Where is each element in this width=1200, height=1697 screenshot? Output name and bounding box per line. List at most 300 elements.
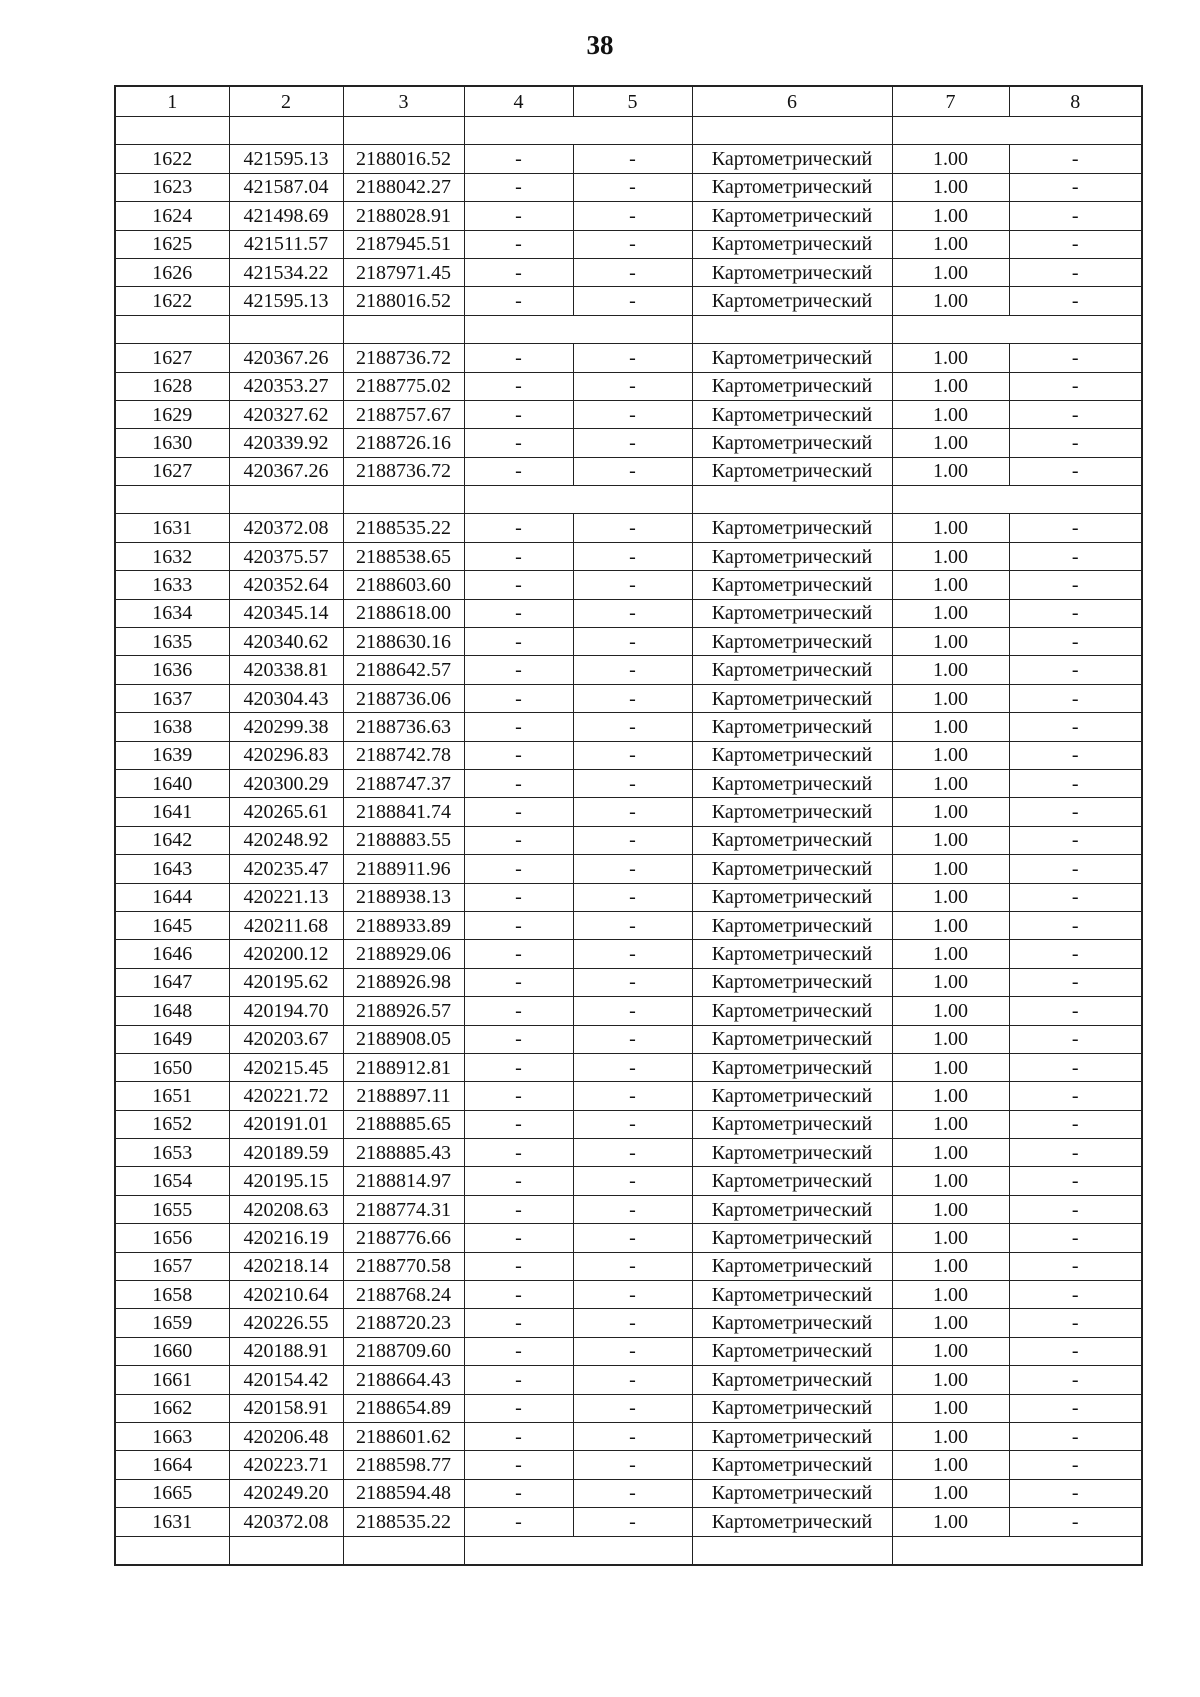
x-coordinate-cell: 420158.91 [229, 1394, 343, 1422]
point-number-cell: 1622 [115, 287, 229, 315]
col5-cell: - [573, 769, 692, 797]
method-cell: Картометрический [692, 457, 892, 485]
table-row [115, 145, 1142, 173]
table-row [115, 656, 1142, 684]
col4-cell: - [464, 400, 573, 428]
col5-cell: - [573, 940, 692, 968]
point-number-cell: 1631 [115, 1508, 229, 1536]
table-row [115, 429, 1142, 457]
col4-cell: - [464, 1025, 573, 1053]
point-number-cell: 1663 [115, 1422, 229, 1450]
point-number-cell: 1634 [115, 599, 229, 627]
point-number-cell: 1636 [115, 656, 229, 684]
col8-cell: - [1009, 1281, 1142, 1309]
y-coordinate-cell: 2188911.96 [343, 855, 464, 883]
method-cell: Картометрический [692, 514, 892, 542]
point-number-cell: 1628 [115, 372, 229, 400]
col5-cell: - [573, 457, 692, 485]
table-row [115, 1139, 1142, 1167]
col4-cell: - [464, 1195, 573, 1223]
separator-row [115, 315, 1142, 343]
accuracy-cell: 1.00 [892, 1479, 1009, 1507]
method-cell: Картометрический [692, 1139, 892, 1167]
point-number-cell: 1651 [115, 1082, 229, 1110]
accuracy-cell: 1.00 [892, 542, 1009, 570]
col5-cell: - [573, 826, 692, 854]
accuracy-cell: 1.00 [892, 968, 1009, 996]
x-coordinate-cell: 420339.92 [229, 429, 343, 457]
method-cell: Картометрический [692, 1309, 892, 1337]
col5-cell: - [573, 400, 692, 428]
method-cell: Картометрический [692, 1110, 892, 1138]
col4-cell: - [464, 344, 573, 372]
col5-cell: - [573, 1082, 692, 1110]
accuracy-cell: 1.00 [892, 1110, 1009, 1138]
col5-cell: - [573, 599, 692, 627]
col4-cell: - [464, 628, 573, 656]
col5-cell: - [573, 258, 692, 286]
point-number-cell: 1659 [115, 1309, 229, 1337]
column-header: 8 [1009, 86, 1142, 117]
accuracy-cell: 1.00 [892, 1053, 1009, 1081]
col5-cell: - [573, 656, 692, 684]
point-number-cell: 1637 [115, 684, 229, 712]
col8-cell: - [1009, 628, 1142, 656]
table-row [115, 1508, 1142, 1536]
page-number: 38 [586, 30, 614, 60]
accuracy-cell: 1.00 [892, 372, 1009, 400]
blank-cell [464, 486, 692, 514]
table-row [115, 968, 1142, 996]
blank-cell [464, 315, 692, 343]
col4-cell: - [464, 230, 573, 258]
col8-cell: - [1009, 855, 1142, 883]
accuracy-cell: 1.00 [892, 1309, 1009, 1337]
method-cell: Картометрический [692, 1053, 892, 1081]
blank-cell [343, 315, 464, 343]
point-number-cell: 1645 [115, 911, 229, 939]
accuracy-cell: 1.00 [892, 656, 1009, 684]
col5-cell: - [573, 1366, 692, 1394]
col5-cell: - [573, 1479, 692, 1507]
method-cell: Картометрический [692, 997, 892, 1025]
col8-cell: - [1009, 1479, 1142, 1507]
point-number-cell: 1664 [115, 1451, 229, 1479]
col4-cell: - [464, 1110, 573, 1138]
col4-cell: - [464, 287, 573, 315]
col8-cell: - [1009, 1139, 1142, 1167]
y-coordinate-cell: 2188736.72 [343, 344, 464, 372]
point-number-cell: 1625 [115, 230, 229, 258]
x-coordinate-cell: 420372.08 [229, 1508, 343, 1536]
table-row [115, 173, 1142, 201]
col4-cell: - [464, 571, 573, 599]
y-coordinate-cell: 2188601.62 [343, 1422, 464, 1450]
method-cell: Картометрический [692, 628, 892, 656]
col5-cell: - [573, 145, 692, 173]
table-row [115, 287, 1142, 315]
blank-cell [692, 315, 892, 343]
y-coordinate-cell: 2188912.81 [343, 1053, 464, 1081]
point-number-cell: 1650 [115, 1053, 229, 1081]
y-coordinate-cell: 2188618.00 [343, 599, 464, 627]
x-coordinate-cell: 420367.26 [229, 344, 343, 372]
method-cell: Картометрический [692, 826, 892, 854]
accuracy-cell: 1.00 [892, 1394, 1009, 1422]
col4-cell: - [464, 684, 573, 712]
x-coordinate-cell: 421511.57 [229, 230, 343, 258]
col5-cell: - [573, 883, 692, 911]
col5-cell: - [573, 230, 692, 258]
point-number-cell: 1657 [115, 1252, 229, 1280]
blank-cell [892, 315, 1142, 343]
col4-cell: - [464, 1053, 573, 1081]
col4-cell: - [464, 202, 573, 230]
col4-cell: - [464, 1082, 573, 1110]
y-coordinate-cell: 2187945.51 [343, 230, 464, 258]
col5-cell: - [573, 1337, 692, 1365]
point-number-cell: 1629 [115, 400, 229, 428]
method-cell: Картометрический [692, 1252, 892, 1280]
point-number-cell: 1655 [115, 1195, 229, 1223]
col8-cell: - [1009, 287, 1142, 315]
table-row [115, 684, 1142, 712]
col4-cell: - [464, 372, 573, 400]
col8-cell: - [1009, 968, 1142, 996]
x-coordinate-cell: 420216.19 [229, 1224, 343, 1252]
col5-cell: - [573, 1281, 692, 1309]
x-coordinate-cell: 420353.27 [229, 372, 343, 400]
x-coordinate-cell: 420206.48 [229, 1422, 343, 1450]
x-coordinate-cell: 420188.91 [229, 1337, 343, 1365]
method-cell: Картометрический [692, 287, 892, 315]
col8-cell: - [1009, 1224, 1142, 1252]
col8-cell: - [1009, 1337, 1142, 1365]
point-number-cell: 1627 [115, 457, 229, 485]
accuracy-cell: 1.00 [892, 1422, 1009, 1450]
col8-cell: - [1009, 1422, 1142, 1450]
method-cell: Картометрический [692, 1366, 892, 1394]
col8-cell: - [1009, 173, 1142, 201]
point-number-cell: 1632 [115, 542, 229, 570]
method-cell: Картометрический [692, 656, 892, 684]
method-cell: Картометрический [692, 145, 892, 173]
y-coordinate-cell: 2188630.16 [343, 628, 464, 656]
col4-cell: - [464, 656, 573, 684]
col8-cell: - [1009, 372, 1142, 400]
point-number-cell: 1643 [115, 855, 229, 883]
table-row [115, 258, 1142, 286]
col5-cell: - [573, 542, 692, 570]
column-header: 5 [573, 86, 692, 117]
accuracy-cell: 1.00 [892, 287, 1009, 315]
x-coordinate-cell: 420300.29 [229, 769, 343, 797]
col8-cell: - [1009, 1167, 1142, 1195]
col4-cell: - [464, 911, 573, 939]
y-coordinate-cell: 2188028.91 [343, 202, 464, 230]
blank-cell [892, 117, 1142, 145]
method-cell: Картометрический [692, 968, 892, 996]
col4-cell: - [464, 514, 573, 542]
y-coordinate-cell: 2188742.78 [343, 741, 464, 769]
accuracy-cell: 1.00 [892, 940, 1009, 968]
table-row [115, 883, 1142, 911]
table-row [115, 202, 1142, 230]
point-number-cell: 1641 [115, 798, 229, 826]
method-cell: Картометрический [692, 599, 892, 627]
method-cell: Картометрический [692, 1281, 892, 1309]
col5-cell: - [573, 372, 692, 400]
col4-cell: - [464, 1394, 573, 1422]
col5-cell: - [573, 429, 692, 457]
blank-cell [343, 117, 464, 145]
col4-cell: - [464, 968, 573, 996]
method-cell: Картометрический [692, 713, 892, 741]
method-cell: Картометрический [692, 798, 892, 826]
col8-cell: - [1009, 344, 1142, 372]
col5-cell: - [573, 1394, 692, 1422]
col8-cell: - [1009, 826, 1142, 854]
col4-cell: - [464, 1281, 573, 1309]
y-coordinate-cell: 2188736.72 [343, 457, 464, 485]
coordinates-table [114, 85, 1143, 1566]
x-coordinate-cell: 420375.57 [229, 542, 343, 570]
blank-cell [115, 315, 229, 343]
x-coordinate-cell: 420211.68 [229, 911, 343, 939]
blank-cell [692, 486, 892, 514]
col8-cell: - [1009, 940, 1142, 968]
method-cell: Картометрический [692, 1394, 892, 1422]
accuracy-cell: 1.00 [892, 1139, 1009, 1167]
col8-cell: - [1009, 1508, 1142, 1536]
accuracy-cell: 1.00 [892, 202, 1009, 230]
col4-cell: - [464, 769, 573, 797]
col5-cell: - [573, 1422, 692, 1450]
table-row [115, 1110, 1142, 1138]
method-cell: Картометрический [692, 1167, 892, 1195]
table-row [115, 1252, 1142, 1280]
method-cell: Картометрический [692, 258, 892, 286]
accuracy-cell: 1.00 [892, 997, 1009, 1025]
y-coordinate-cell: 2188757.67 [343, 400, 464, 428]
col4-cell: - [464, 258, 573, 286]
table-row [115, 940, 1142, 968]
x-coordinate-cell: 420200.12 [229, 940, 343, 968]
table-row [115, 798, 1142, 826]
x-coordinate-cell: 420203.67 [229, 1025, 343, 1053]
col5-cell: - [573, 1139, 692, 1167]
accuracy-cell: 1.00 [892, 713, 1009, 741]
accuracy-cell: 1.00 [892, 429, 1009, 457]
col8-cell: - [1009, 400, 1142, 428]
method-cell: Картометрический [692, 571, 892, 599]
method-cell: Картометрический [692, 230, 892, 258]
table-row [115, 1025, 1142, 1053]
col5-cell: - [573, 968, 692, 996]
point-number-cell: 1665 [115, 1479, 229, 1507]
x-coordinate-cell: 420218.14 [229, 1252, 343, 1280]
point-number-cell: 1644 [115, 883, 229, 911]
col4-cell: - [464, 1508, 573, 1536]
col8-cell: - [1009, 769, 1142, 797]
table-row [115, 1053, 1142, 1081]
col5-cell: - [573, 911, 692, 939]
separator-row [115, 486, 1142, 514]
table-body [115, 117, 1142, 1565]
x-coordinate-cell: 420296.83 [229, 741, 343, 769]
x-coordinate-cell: 420223.71 [229, 1451, 343, 1479]
method-cell: Картометрический [692, 1195, 892, 1223]
accuracy-cell: 1.00 [892, 684, 1009, 712]
y-coordinate-cell: 2188016.52 [343, 287, 464, 315]
x-coordinate-cell: 421595.13 [229, 287, 343, 315]
y-coordinate-cell: 2188736.63 [343, 713, 464, 741]
col8-cell: - [1009, 1252, 1142, 1280]
y-coordinate-cell: 2188720.23 [343, 1309, 464, 1337]
col4-cell: - [464, 173, 573, 201]
col4-cell: - [464, 1224, 573, 1252]
blank-cell [229, 1536, 343, 1565]
x-coordinate-cell: 420226.55 [229, 1309, 343, 1337]
y-coordinate-cell: 2188926.57 [343, 997, 464, 1025]
method-cell: Картометрический [692, 1224, 892, 1252]
col8-cell: - [1009, 1025, 1142, 1053]
separator-row [115, 117, 1142, 145]
accuracy-cell: 1.00 [892, 1508, 1009, 1536]
y-coordinate-cell: 2188885.65 [343, 1110, 464, 1138]
column-header: 6 [692, 86, 892, 117]
x-coordinate-cell: 420338.81 [229, 656, 343, 684]
col5-cell: - [573, 713, 692, 741]
table-row [115, 230, 1142, 258]
point-number-cell: 1649 [115, 1025, 229, 1053]
table-row [115, 344, 1142, 372]
col8-cell: - [1009, 1082, 1142, 1110]
point-number-cell: 1662 [115, 1394, 229, 1422]
x-coordinate-cell: 420210.64 [229, 1281, 343, 1309]
blank-cell [692, 117, 892, 145]
table-row [115, 1422, 1142, 1450]
blank-cell [115, 117, 229, 145]
point-number-cell: 1646 [115, 940, 229, 968]
table-row [115, 1479, 1142, 1507]
method-cell: Картометрический [692, 911, 892, 939]
col5-cell: - [573, 741, 692, 769]
method-cell: Картометрический [692, 400, 892, 428]
accuracy-cell: 1.00 [892, 599, 1009, 627]
col8-cell: - [1009, 514, 1142, 542]
x-coordinate-cell: 420194.70 [229, 997, 343, 1025]
accuracy-cell: 1.00 [892, 571, 1009, 599]
x-coordinate-cell: 420327.62 [229, 400, 343, 428]
method-cell: Картометрический [692, 883, 892, 911]
table-row [115, 400, 1142, 428]
col5-cell: - [573, 1053, 692, 1081]
table-row [115, 1337, 1142, 1365]
accuracy-cell: 1.00 [892, 1224, 1009, 1252]
accuracy-cell: 1.00 [892, 1366, 1009, 1394]
y-coordinate-cell: 2188776.66 [343, 1224, 464, 1252]
table-row [115, 628, 1142, 656]
point-number-cell: 1642 [115, 826, 229, 854]
x-coordinate-cell: 420221.72 [229, 1082, 343, 1110]
method-cell: Картометрический [692, 429, 892, 457]
table-row [115, 713, 1142, 741]
x-coordinate-cell: 420189.59 [229, 1139, 343, 1167]
col4-cell: - [464, 997, 573, 1025]
x-coordinate-cell: 420215.45 [229, 1053, 343, 1081]
point-number-cell: 1626 [115, 258, 229, 286]
y-coordinate-cell: 2188594.48 [343, 1479, 464, 1507]
accuracy-cell: 1.00 [892, 173, 1009, 201]
x-coordinate-cell: 420154.42 [229, 1366, 343, 1394]
table-row [115, 997, 1142, 1025]
col8-cell: - [1009, 1053, 1142, 1081]
table-row [115, 769, 1142, 797]
y-coordinate-cell: 2188642.57 [343, 656, 464, 684]
x-coordinate-cell: 420221.13 [229, 883, 343, 911]
col8-cell: - [1009, 1309, 1142, 1337]
point-number-cell: 1631 [115, 514, 229, 542]
col5-cell: - [573, 287, 692, 315]
blank-cell [229, 117, 343, 145]
y-coordinate-cell: 2188747.37 [343, 769, 464, 797]
col4-cell: - [464, 798, 573, 826]
y-coordinate-cell: 2188774.31 [343, 1195, 464, 1223]
col8-cell: - [1009, 457, 1142, 485]
method-cell: Картометрический [692, 1082, 892, 1110]
col4-cell: - [464, 1252, 573, 1280]
table-row [115, 1224, 1142, 1252]
method-cell: Картометрический [692, 1025, 892, 1053]
blank-cell [115, 486, 229, 514]
col5-cell: - [573, 1224, 692, 1252]
col4-cell: - [464, 741, 573, 769]
table-row [115, 1451, 1142, 1479]
x-coordinate-cell: 420299.38 [229, 713, 343, 741]
blank-cell [464, 117, 692, 145]
x-coordinate-cell: 420208.63 [229, 1195, 343, 1223]
col4-cell: - [464, 1366, 573, 1394]
y-coordinate-cell: 2188885.43 [343, 1139, 464, 1167]
accuracy-cell: 1.00 [892, 628, 1009, 656]
y-coordinate-cell: 2188814.97 [343, 1167, 464, 1195]
table-row [115, 599, 1142, 627]
column-header: 7 [892, 86, 1009, 117]
col8-cell: - [1009, 741, 1142, 769]
point-number-cell: 1661 [115, 1366, 229, 1394]
point-number-cell: 1622 [115, 145, 229, 173]
accuracy-cell: 1.00 [892, 1252, 1009, 1280]
y-coordinate-cell: 2188042.27 [343, 173, 464, 201]
table-row [115, 1394, 1142, 1422]
point-number-cell: 1627 [115, 344, 229, 372]
column-header: 4 [464, 86, 573, 117]
col4-cell: - [464, 713, 573, 741]
x-coordinate-cell: 420304.43 [229, 684, 343, 712]
col5-cell: - [573, 514, 692, 542]
x-coordinate-cell: 420195.62 [229, 968, 343, 996]
col5-cell: - [573, 1508, 692, 1536]
y-coordinate-cell: 2188775.02 [343, 372, 464, 400]
col8-cell: - [1009, 145, 1142, 173]
col5-cell: - [573, 1252, 692, 1280]
col5-cell: - [573, 202, 692, 230]
col8-cell: - [1009, 542, 1142, 570]
col4-cell: - [464, 1167, 573, 1195]
col5-cell: - [573, 798, 692, 826]
col8-cell: - [1009, 1195, 1142, 1223]
